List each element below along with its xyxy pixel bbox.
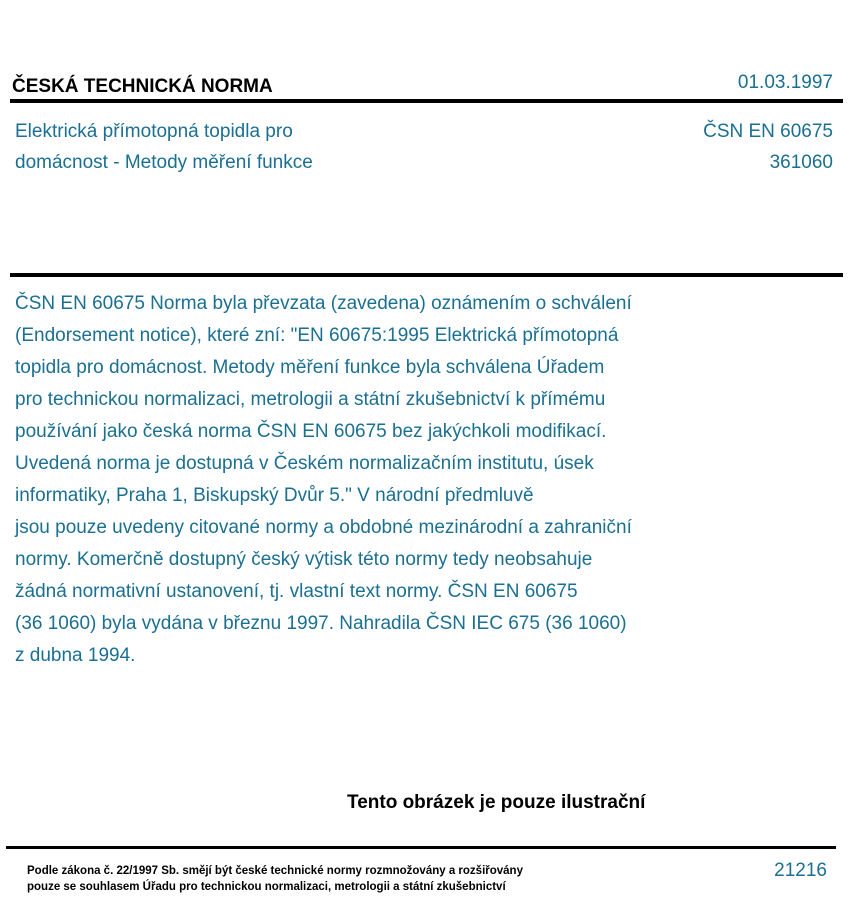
subject-line-1: Elektrická přímotopná topidla pro: [15, 121, 293, 142]
legal-line-1: Podle zákona č. 22/1997 Sb. smějí být české technické normy rozmnožovány a rozšiřovány: [27, 865, 523, 877]
standard-number: ČSN EN 60675: [703, 121, 833, 142]
standard-subject: [15, 116, 313, 178]
standard-codes: [703, 116, 833, 178]
footer-divider: [6, 846, 836, 849]
legal-line-2: pouze se souhlasem Úřadu pro technickou normalizaci, metrologii a státní zkušebnictví: [27, 881, 506, 893]
illustration-notice: Tento obrázek je pouze ilustrační: [347, 792, 646, 813]
section-divider: [10, 273, 843, 277]
subject-line-2: domácnost - Metody měření funkce: [15, 152, 313, 173]
document-number: 21216: [774, 860, 827, 881]
legal-notice: [27, 863, 523, 895]
publication-date: 01.03.1997: [737, 72, 833, 93]
header-divider: [10, 99, 843, 103]
document-title: ČESKÁ TECHNICKÁ NORMA: [12, 76, 273, 97]
endorsement-text: ČSN EN 60675 Norma byla převzata (zavedena) oznámením o schválení (Endorsement notice), které zní: "EN 60675:1995 Elektrická přímotopná topidla pro domácnost. Metody měření funkce byla schválena Úřadem pro technickou normalizaci, metrologii a státní zkušebnictví k přímému používání jako česká norma ČSN EN 60675 bez jakýchkoli modifikací. Uvedená norma je dostupná v Českém normalizačním institutu, úsek informatiky, Praha 1, Biskupský Dvůr 5." V národní předmluvě jsou pouze uvedeny citované normy a obdobné mezinárodní a zahraniční normy. Komerčně dostupný český výtisk této normy tedy neobsahuje žádná normativní ustanovení, tj. vlastní text normy. ČSN EN 60675 (36 1060) byla vydána v březnu 1997. Nahradila ČSN IEC 675 (36 1060) z dubna 1994.: [15, 293, 632, 666]
classification-number: 361060: [769, 152, 833, 173]
